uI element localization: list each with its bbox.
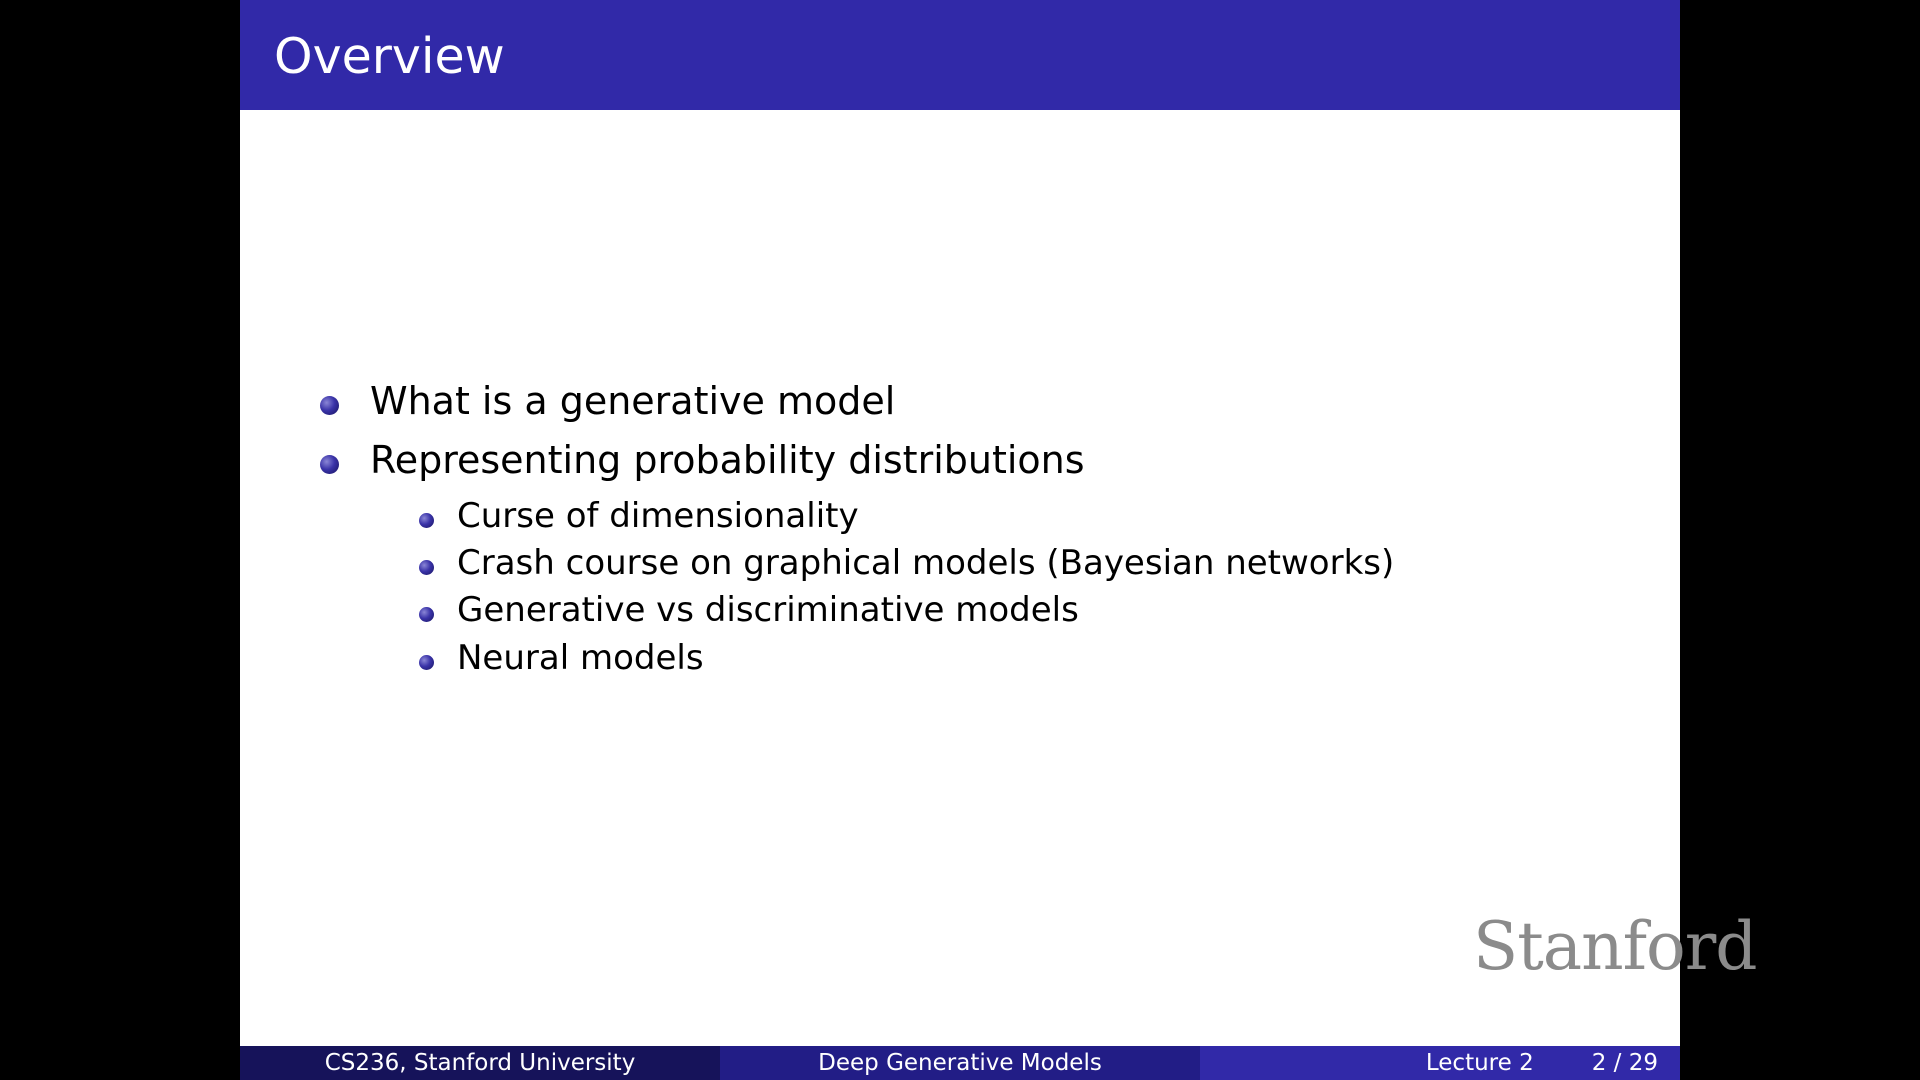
sub-list-item bbox=[457, 590, 1079, 630]
stanford-logo: Stanford bbox=[1473, 908, 1757, 985]
footer-title-text: Deep Generative Models bbox=[818, 1050, 1102, 1076]
slide-title: Overview bbox=[274, 28, 505, 85]
list-item bbox=[370, 438, 1085, 482]
list-item-text: Representing probability distributions bbox=[370, 438, 1085, 482]
footer-course bbox=[240, 1046, 720, 1080]
sub-list-item bbox=[457, 496, 859, 536]
sphere-bullet-icon bbox=[320, 396, 339, 415]
list-item bbox=[370, 379, 895, 423]
sphere-bullet-icon bbox=[419, 607, 434, 622]
sub-list-item bbox=[457, 638, 704, 678]
sphere-bullet-icon bbox=[419, 513, 434, 528]
page-number: 2 / 29 bbox=[1591, 1050, 1658, 1076]
footer-title bbox=[720, 1046, 1200, 1080]
list-item-text: What is a generative model bbox=[370, 379, 896, 423]
footer-info bbox=[1200, 1046, 1680, 1080]
sphere-bullet-icon bbox=[320, 455, 339, 474]
slide-content bbox=[240, 0, 1680, 1040]
sphere-bullet-icon bbox=[419, 655, 434, 670]
list-item-text: Generative vs discriminative models bbox=[457, 590, 1079, 630]
footer-lecture: Lecture 2 bbox=[1425, 1050, 1534, 1076]
slide bbox=[240, 0, 1757, 1080]
sphere-bullet-icon bbox=[419, 560, 434, 575]
sub-list-item bbox=[457, 543, 1394, 583]
list-item-text: Neural models bbox=[457, 638, 704, 678]
footer bbox=[240, 1046, 1680, 1080]
list-item-text: Crash course on graphical models (Bayesian networks) bbox=[457, 543, 1395, 583]
footer-course-text: CS236, Stanford University bbox=[324, 1050, 636, 1076]
list-item-text: Curse of dimensionality bbox=[457, 496, 859, 536]
